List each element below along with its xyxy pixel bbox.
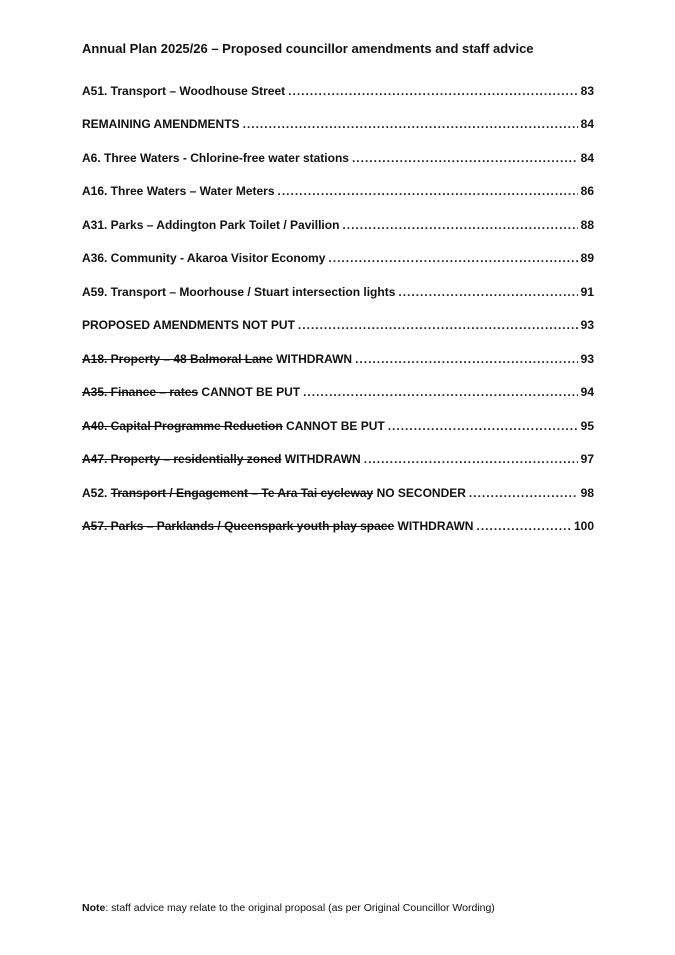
toc-entry-remaining-amendments[interactable] [82, 115, 594, 149]
toc-entry-a47[interactable] [82, 450, 594, 484]
footer-note [82, 901, 602, 915]
dot-leader [328, 249, 577, 267]
dot-leader [288, 82, 577, 100]
toc-entry-text: A51. Transport – Woodhouse Street [82, 83, 286, 98]
page-number: 98 [580, 485, 594, 500]
toc-entry-text: A18. Property – 48 Balmoral Lane WITHDRAWN [82, 351, 353, 366]
toc-entry-text: A36. Community - Akaroa Visitor Economy [82, 251, 326, 265]
toc-entry-text: A52. Transport / Engagement – Te Ara Tai cycleway NO SECONDER [82, 485, 466, 500]
dot-leader [278, 182, 578, 200]
page-number: 94 [580, 385, 594, 399]
dot-leader [476, 517, 570, 535]
toc-entry-text: A31. Parks – Addington Park Toilet / Pavillion [82, 217, 340, 232]
dot-leader [352, 149, 578, 167]
toc-entry-not-put[interactable] [82, 316, 594, 350]
toc-entry-a59[interactable] [82, 283, 594, 317]
page-number: 95 [580, 418, 594, 433]
dot-leader [469, 484, 578, 502]
dot-leader [355, 350, 578, 368]
toc-entry-a51[interactable] [82, 82, 594, 116]
dot-leader [364, 450, 578, 468]
toc-entry-text: A47. Property – residentially zoned WITHDRAWN [82, 452, 361, 466]
page-number: 86 [580, 184, 594, 198]
dot-leader [298, 316, 578, 334]
toc-entry-a6[interactable] [82, 149, 594, 183]
toc-entry-text: REMAINING AMENDMENTS [82, 117, 240, 131]
toc-entry-text: PROPOSED AMENDMENTS NOT PUT [82, 318, 295, 332]
toc-entry-text: A57. Parks – Parklands / Queenspark youth play space WITHDRAWN [82, 519, 474, 533]
dot-leader [388, 417, 578, 435]
toc-entry-text: A35. Finance – rates CANNOT BE PUT [82, 385, 301, 399]
page-number: 100 [573, 519, 594, 533]
dot-leader [398, 283, 577, 301]
toc-entry-a52[interactable] [82, 484, 594, 518]
toc-entry-text: A59. Transport – Moorhouse / Stuart intersection lights [82, 284, 396, 299]
dot-leader [243, 115, 578, 133]
toc-entry-a16[interactable] [82, 182, 594, 216]
toc-entry-text: A40. Capital Programme Reduction CANNOT BE PUT [82, 418, 385, 433]
note-label: Note [82, 902, 106, 914]
page-number: 93 [580, 318, 594, 332]
toc-entry-a40[interactable] [82, 417, 594, 451]
page-number: 84 [580, 117, 594, 131]
page-number: 93 [580, 351, 594, 366]
page-number: 89 [580, 251, 594, 265]
table-of-contents [82, 82, 594, 551]
toc-entry-a35[interactable] [82, 383, 594, 417]
page-number: 91 [580, 284, 594, 299]
toc-entry-a36[interactable] [82, 249, 594, 283]
toc-entry-text: A6. Three Waters - Chlorine-free water stations [82, 150, 349, 165]
page-number: 88 [580, 217, 594, 232]
page-title: Annual Plan 2025/26 – Proposed councillor amendments and staff advice [82, 41, 534, 56]
page-number: 83 [580, 83, 594, 98]
toc-entry-a31[interactable] [82, 216, 594, 250]
dot-leader [342, 216, 577, 234]
page-number: 84 [580, 150, 594, 165]
toc-entry-a18[interactable] [82, 350, 594, 384]
page-number: 97 [580, 452, 594, 466]
dot-leader [303, 383, 578, 401]
toc-entry-text: A16. Three Waters – Water Meters [82, 184, 275, 198]
note-text: : staff advice may relate to the original proposal (as per Original Councillor Wording) [105, 902, 495, 914]
toc-entry-a57[interactable] [82, 517, 594, 551]
